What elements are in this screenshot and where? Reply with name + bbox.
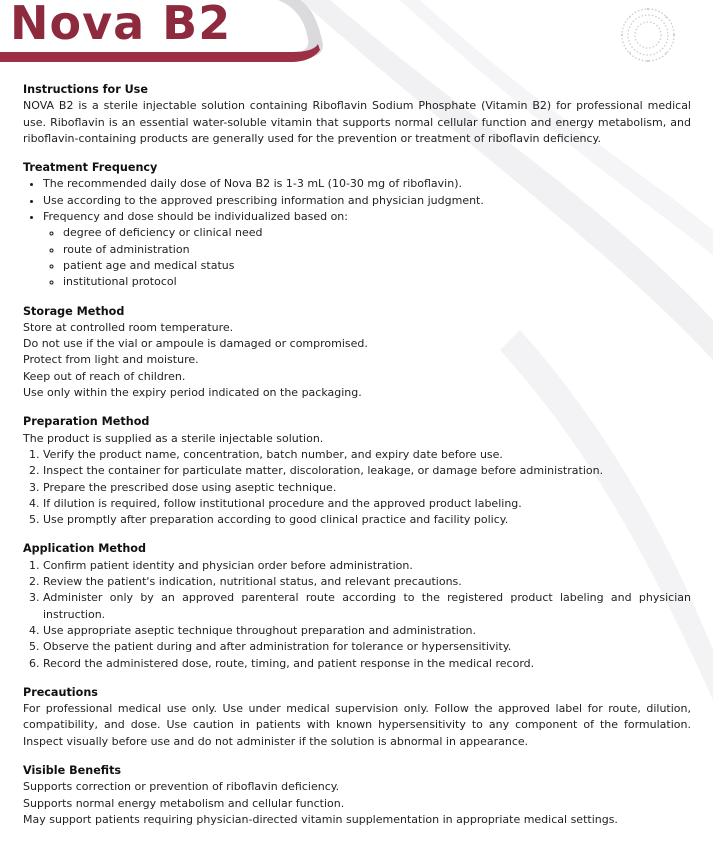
sub-bullet-item: ◦ route of administration (63, 242, 691, 258)
paragraph: NOVA B2 is a sterile injectable solution containing Riboflavin Sodium Phosphate (Vitamin B2) for professional medical use. Riboflavin is an essential water-soluble vitamin that supports normal cellular function and energy metabolism, and riboflavin-containing products are generally used for the prevention or treatment of riboflavin deficiency. (23, 99, 691, 145)
text-line: May support patients requiring physician-directed vitamin supplementation in appropriate medical settings. (23, 812, 618, 826)
section-heading: Precautions (23, 685, 98, 699)
text-line: Supports normal energy metabolism and cellular function. (23, 796, 345, 810)
section-heading: Storage Method (23, 304, 125, 318)
seal-emblem-icon (618, 4, 678, 66)
brand-logo-text: Nova B2 (10, 0, 232, 50)
sub-bullet-item: ◦ institutional protocol (63, 274, 691, 290)
step-item: 1. Confirm patient identity and physician order before administration. (43, 558, 691, 574)
bullet-item: • The recommended daily dose of Nova B2 is 1-3 mL (10-30 mg of riboflavin). (43, 176, 691, 192)
step-item: 4. Use appropriate aseptic technique throughout preparation and administration. (43, 623, 691, 639)
text-line: Supports correction or prevention of riboflavin deficiency. (23, 780, 340, 794)
section-precautions (23, 685, 691, 750)
section-storage (23, 304, 691, 402)
step-item: 3. Administer only by an approved parenteral route according to the registered product labeling and physician instruction. (43, 590, 691, 623)
sub-bullet-item: ◦ degree of deficiency or clinical need (63, 225, 691, 241)
step-item: 5. Use promptly after preparation according to good clinical practice and facility policy. (43, 512, 691, 528)
header (0, 0, 713, 62)
step-item: 2. Review the patient's indication, nutritional status, and relevant precautions. (43, 574, 691, 590)
section-heading: Application Method (23, 542, 146, 556)
step-item: 3. Prepare the prescribed dose using aseptic technique. (43, 480, 691, 496)
document-body (23, 82, 691, 841)
section-visible-benefits (23, 763, 691, 828)
step-item: 4. If dilution is required, follow institutional procedure and the approved product labeling. (43, 496, 691, 512)
bullet-list (23, 176, 691, 290)
section-instructions (23, 82, 691, 147)
numbered-list (23, 558, 691, 672)
text-line: Protect from light and moisture. (23, 353, 199, 367)
text-line: Use only within the expiry period indicated on the packaging. (23, 386, 362, 400)
section-preparation (23, 414, 691, 528)
section-heading: Instructions for Use (23, 83, 148, 96)
step-item: 6. Record the administered dose, route, timing, and patient response in the medical record. (43, 656, 691, 672)
intro-line: The product is supplied as a sterile injectable solution. (23, 431, 324, 445)
bullet-item-with-sublist (43, 209, 691, 290)
text-line: Store at controlled room temperature. (23, 320, 234, 334)
section-heading: Treatment Frequency (23, 161, 158, 175)
step-item: 5. Observe the patient during and after administration for tolerance or hypersensitivity. (43, 639, 691, 655)
numbered-list (23, 447, 691, 528)
bullet-item: • Use according to the approved prescribing information and physician judgment. (43, 193, 691, 209)
sub-bullet-list (43, 225, 691, 290)
section-treatment-frequency (23, 160, 691, 290)
sub-bullet-item: ◦ patient age and medical status (63, 258, 691, 274)
paragraph: For professional medical use only. Use under medical supervision only. Follow the approved label for route, dilution, compatibility, and dose. Use caution in patients with known hypersensitivity to any component of the formulation. Inspect visually before use and do not administer if the solution is abnormal in appearance. (23, 702, 691, 748)
section-heading: Visible Benefits (23, 763, 122, 777)
text-line: Do not use if the vial or ampoule is damaged or compromised. (23, 337, 368, 351)
text-line: Keep out of reach of children. (23, 369, 186, 383)
section-application (23, 541, 691, 671)
step-item: 2. Inspect the container for particulate matter, discoloration, leakage, or damage before administration. (43, 463, 691, 479)
step-item: 1. Verify the product name, concentration, batch number, and expiry date before use. (43, 447, 691, 463)
bullet-text: Frequency and dose should be individualized based on: (43, 210, 348, 224)
section-heading: Preparation Method (23, 415, 150, 429)
